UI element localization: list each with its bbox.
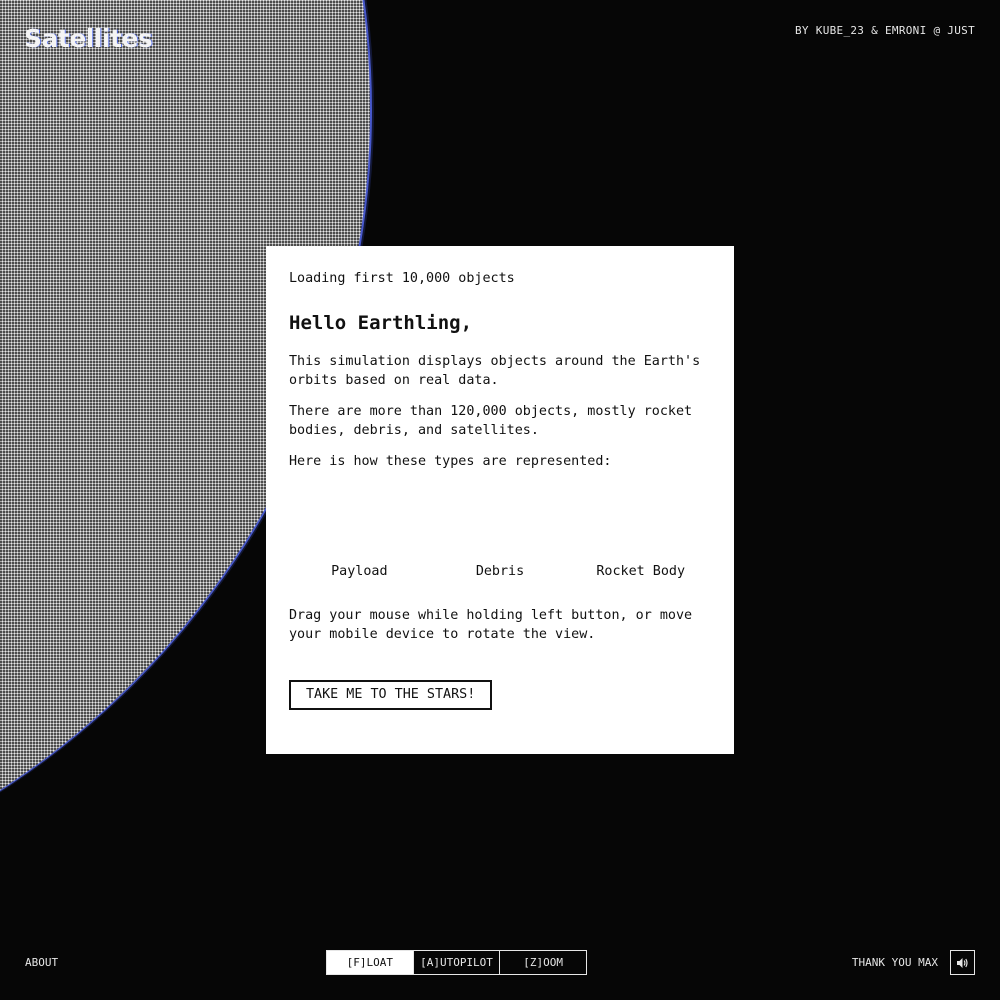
autopilot-mode-button[interactable]: [A]UTOPILOT xyxy=(413,951,500,974)
types-paragraph: Here is how these types are represented: xyxy=(289,454,612,469)
modal-title: Hello Earthling, xyxy=(289,312,473,334)
zoom-mode-button[interactable]: [Z]OOM xyxy=(499,951,586,974)
type-legend xyxy=(289,477,711,581)
instructions-paragraph: Drag your mouse while holding left button, or move your mobile device to rotate the view. xyxy=(289,608,693,642)
objects-paragraph: There are more than 120,000 objects, mostly rocket bodies, debris, and satellites. xyxy=(289,404,693,438)
thank-you-link[interactable]: THANK YOU MAX xyxy=(851,956,938,969)
float-mode-button[interactable]: [F]LOAT xyxy=(327,951,413,974)
take-me-to-the-stars-button[interactable]: TAKE ME TO THE STARS! xyxy=(289,680,492,710)
type-label-debris: Debris xyxy=(475,564,525,579)
type-label-rocket-body: Rocket Body xyxy=(596,564,686,579)
intro-paragraph: This simulation displays objects around the Earth's orbits based on real data. xyxy=(289,354,701,388)
about-link[interactable]: ABOUT xyxy=(25,956,59,969)
mode-selector xyxy=(326,950,587,975)
type-label-payload: Payload xyxy=(331,564,388,579)
loading-status: Loading first 10,000 objects xyxy=(289,271,515,286)
site-logo: Satellites xyxy=(24,24,153,53)
sound-toggle-button[interactable] xyxy=(950,950,975,975)
welcome-modal xyxy=(266,246,734,754)
speaker-icon xyxy=(956,957,969,969)
credits-link[interactable]: BY KUBE_23 & EMRONI @ JUST xyxy=(795,24,975,37)
